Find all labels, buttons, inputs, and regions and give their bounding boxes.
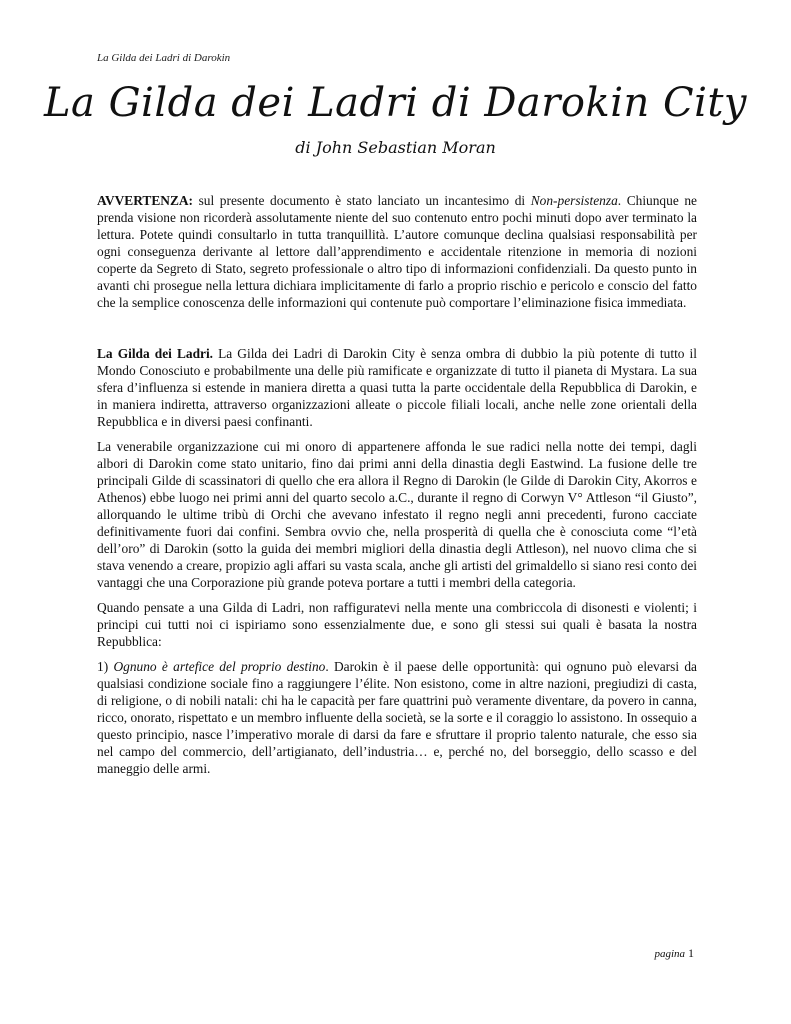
paragraph-4-emphasis: Ognuno è artefice del proprio destino <box>113 659 326 674</box>
section1-heading: La Gilda dei Ladri. <box>97 346 214 361</box>
section-spacer <box>97 311 697 345</box>
warning-paragraph <box>97 192 697 311</box>
document-body <box>97 192 697 785</box>
section1-text: La Gilda dei Ladri di Darokin City è senza ombra di dubbio la più potente di tutto il Mondo Conosciuto e probabilmente una delle più ramificate e organizzate di tutto il pianeta di Mystara. La sua sfera d’influenza si estende in maniera diretta a quasi tutta la parte occidentale della Repubblica di Darokin, e in maniera indiretta, attraverso organizzazioni alleate o piccole filiali locali, anche nelle zone orientali della Repubblica e in diversi paesi confinanti. <box>97 346 697 429</box>
page-label: pagina <box>654 948 685 960</box>
warning-emphasis: Non-persistenza <box>530 193 618 208</box>
paragraph-4-text: . Darokin è il paese delle opportunità: qui ognuno può elevarsi da qualsiasi condizione sociale fino a raggiungere l’élite. Non esistono, come in altre nazioni, pregiudizi di casta, di religione, o di nobili natali: chi ha le capacità per fare quattrini può veramente diventare, da povero in canna, ricco, onorato, rispettato e un membro influente della società, se la sorte e il coraggio lo assistono. In ossequio a questo principio, nasce l’imperativo morale di darsi da fare e sfruttare il proprio talento naturale, che esso sia nel campo del commercio, dell’artigianato, dell’industria… e, perché no, del borseggio, dello scasso e del maneggio delle armi. <box>97 659 697 776</box>
document-title: La Gilda dei Ladri di Darokin City <box>43 80 748 126</box>
warning-text-b: . Chiunque ne prenda visione non ricorderà assolutamente niente del suo contenuto entro pochi minuti dopo aver terminato la lettura. Potete quindi consultarlo in tutta tranquillità. L’autore comunque declina qualsiasi responsabilità per ogni conseguenza derivante al lettore dall’apprendimento e accidentale ritenzione in memoria di nozioni coperte da Segreto di Stato, segreto professionale o altro tipo di informazioni confidenziali. Da questo punto in avanti chi prosegue nella lettura dichiara implicitamente di farlo a proprio rischio e pericolo e conscio del fatto che la semplice conoscenza delle informazioni qui contenute può comportare l’eliminazione fisica immediata. <box>97 193 697 310</box>
paragraph-3: Quando pensate a una Gilda di Ladri, non raffiguratevi nella mente una combriccola di disonesti e violenti; i principi cui tutti noi ci ispiriamo sono essenzialmente due, e sono gli stessi sui quali è basata la nostra Repubblica: <box>97 600 697 649</box>
document-author: di John Sebastian Moran <box>295 138 496 157</box>
section1-paragraph <box>97 345 697 430</box>
running-header: La Gilda dei Ladri di Darokin <box>97 52 231 64</box>
paragraph-4-number: 1) <box>97 659 114 674</box>
warning-text-a: sul presente documento è stato lanciato un incantesimo di <box>193 193 531 208</box>
page-number: 1 <box>688 946 694 960</box>
warning-label: AVVERTENZA: <box>97 193 194 208</box>
page-footer <box>654 946 694 961</box>
paragraph-2: La venerabile organizzazione cui mi onoro di appartenere affonda le sue radici nella notte dei tempi, dagli albori di Darokin come stato unitario, fino dai primi anni della dinastia degli Eastwind. La fusione delle tre principali Gilde di scassinatori di quello che era allora il Regno di Darokin (le Gilde di Darokin City, Akorros e Athenos) ebbe luogo nei primi anni del quarto secolo a.C., durante il regno di Corwyn V° Attleson “il Giusto”, allorquando le ultime tribù di Orchi che avevano infestato il regno negli anni precedenti, furono cacciate definitivamente fuori dai confini. Sembra ovvio che, nella prosperità di quella che è conosciuta come “l’età dell’oro” di Darokin (sotto la guida dei membri migliori della dinastia degli Attleson), nel nuovo clima che si stava venendo a creare, propizio agli affari su vasta scala, anche gli artisti del grimaldello si siano resi conto dei vantaggi che una Corporazione più grande poteva portare a tutti i membri della categoria. <box>97 439 697 590</box>
paragraph-4 <box>97 658 697 777</box>
